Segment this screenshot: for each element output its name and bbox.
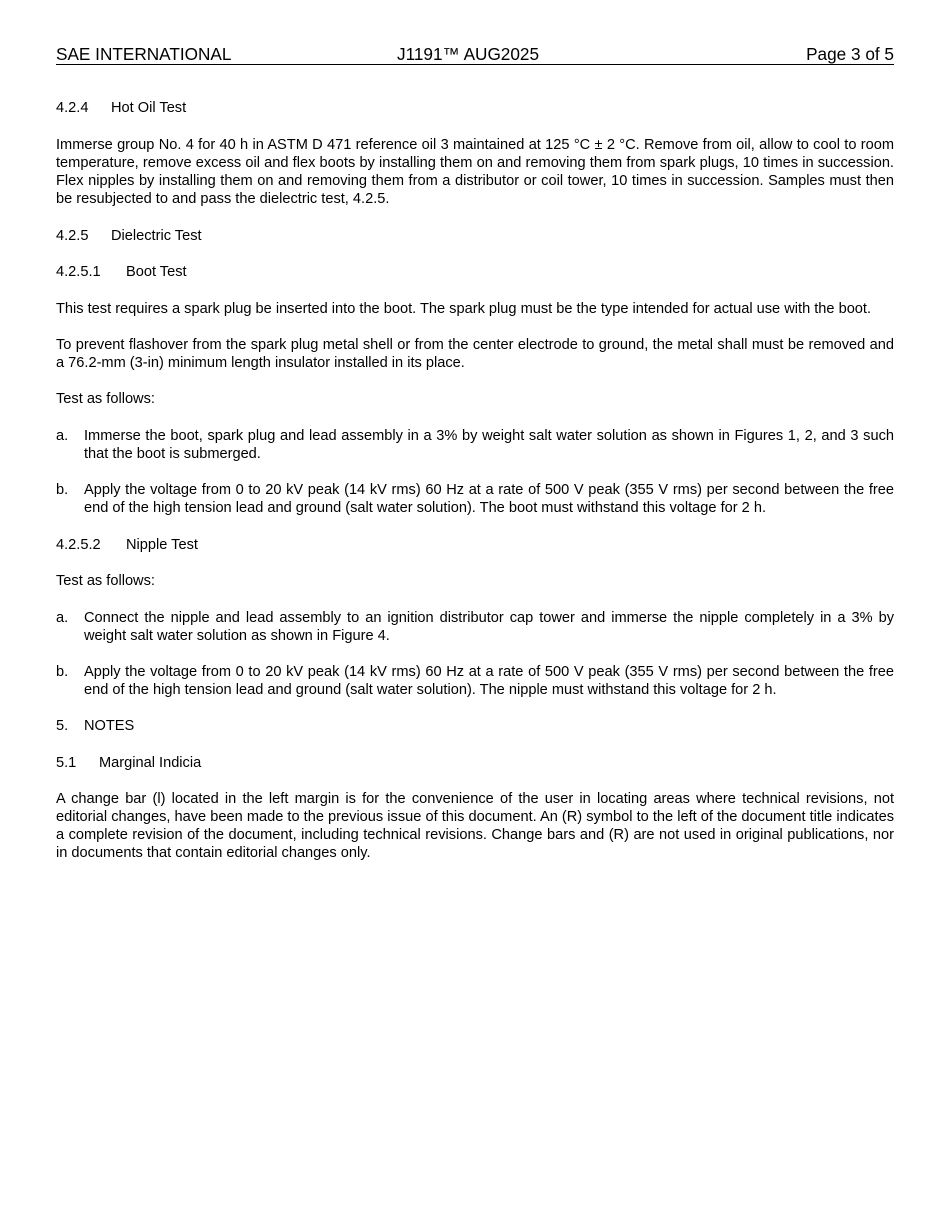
section-number: 5. [56, 718, 69, 734]
section-number: 4.2.4 [56, 100, 89, 116]
header-page-number: Page 3 of 5 [806, 44, 894, 64]
header-document-id: J1191™ AUG2025 [397, 44, 540, 64]
list-marker: b. [56, 482, 69, 498]
list-item [56, 481, 894, 517]
nipple-test-intro: Test as follows: [56, 573, 155, 589]
list-marker: a. [56, 428, 69, 444]
section-title: Nipple Test [126, 537, 198, 553]
heading-5-1 [56, 754, 894, 772]
marginal-indicia-paragraph: A change bar (l) located in the left margin is for the convenience of the user in locating areas where technical revisions, not editorial changes, have been made to the previous issue of this document. An (R) symbol to the left of the document title indicates a complete revision of the document, including technical revisions. Change bars and (R) are not used in original publications, nor in documents that contain editorial changes only. [56, 791, 894, 861]
heading-4-2-4 [56, 99, 894, 117]
section-title: NOTES [84, 718, 135, 734]
list-item-text: Immerse the boot, spark plug and lead assembly in a 3% by weight salt water solution as shown in Figures 1, 2, and 3 such that the boot is submerged. [84, 428, 894, 462]
list-item-text: Apply the voltage from 0 to 20 kV peak (14 kV rms) 60 Hz at a rate of 500 V peak (355 V rms) per second between the free end of the high tension lead and ground (salt water solution). The boot must withstand this voltage for 2 h. [84, 482, 894, 516]
boot-test-paragraph-1: This test requires a spark plug be inserted into the boot. The spark plug must be the type intended for actual use with the boot. [56, 301, 872, 317]
list-item [56, 663, 894, 699]
list-item [56, 427, 894, 463]
page-header [56, 44, 894, 65]
boot-test-paragraph-2: To prevent flashover from the spark plug metal shell or from the center electrode to ground, the metal shall must be removed and a 76.2-mm (3-in) minimum length insulator installed in its place. [56, 337, 894, 371]
boot-test-intro: Test as follows: [56, 391, 155, 407]
document-body [56, 99, 894, 862]
heading-4-2-5-2 [56, 536, 894, 554]
section-number: 5.1 [56, 755, 77, 771]
section-number: 4.2.5.1 [56, 264, 101, 280]
section-title: Boot Test [126, 264, 187, 280]
list-marker: b. [56, 664, 69, 680]
heading-4-2-5 [56, 227, 894, 245]
list-item-text: Connect the nipple and lead assembly to an ignition distributor cap tower and immerse the nipple completely in a 3% by weight salt water solution as shown in Figure 4. [84, 610, 894, 644]
section-number: 4.2.5.2 [56, 537, 101, 553]
heading-5 [56, 717, 894, 735]
header-organization: SAE INTERNATIONAL [56, 44, 232, 64]
section-title: Hot Oil Test [111, 100, 187, 116]
section-number: 4.2.5 [56, 228, 89, 244]
list-item [56, 609, 894, 645]
section-title: Dielectric Test [111, 228, 202, 244]
section-title: Marginal Indicia [99, 755, 202, 771]
list-item-text: Apply the voltage from 0 to 20 kV peak (14 kV rms) 60 Hz at a rate of 500 V peak (355 V rms) per second between the free end of the high tension lead and ground (salt water solution). The nipple must withstand this voltage for 2 h. [84, 664, 894, 698]
hot-oil-test-paragraph: Immerse group No. 4 for 40 h in ASTM D 471 reference oil 3 maintained at 125 °C ± 2 °C. Remove from oil, allow to cool to room temperature, remove excess oil and flex boots by installing them on and removing them from spark plugs, 10 times in succession. Flex nipples by installing them on and removing them from a distributor or coil tower, 10 times in succession. Samples must then be resubjected to and pass the dielectric test, 4.2.5. [56, 137, 894, 207]
heading-4-2-5-1 [56, 263, 894, 281]
list-marker: a. [56, 610, 69, 626]
